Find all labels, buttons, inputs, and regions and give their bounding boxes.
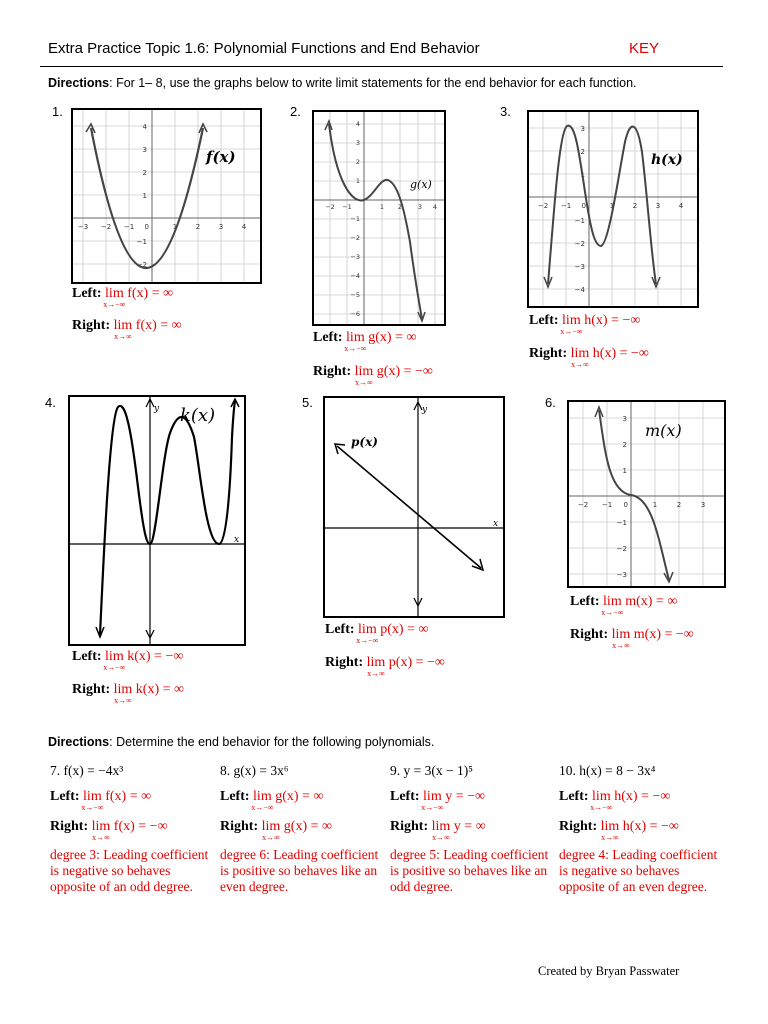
function-label: k(x) [180, 405, 216, 426]
graph-k [68, 395, 246, 646]
problem-number: 3. [500, 104, 511, 119]
right-label: Right: [529, 346, 568, 361]
right-label: Right: [72, 682, 111, 697]
lim-operator [113, 318, 133, 341]
y-tick-label: 1 [355, 177, 360, 185]
graph-f [71, 108, 262, 284]
right-label: Right: [570, 627, 609, 642]
lim-operator [431, 819, 451, 842]
right-limit-answer: y = ∞ [453, 819, 486, 834]
x-tick-label: 1 [609, 202, 615, 210]
y-tick-label: −1 [136, 238, 147, 246]
right-label: Right: [50, 819, 89, 834]
left-limit [50, 789, 215, 812]
author-credit: Created by Bryan Passwater [538, 964, 680, 978]
x-tick-label: 4 [678, 202, 684, 210]
lim-text: lim [431, 819, 451, 834]
left-limit-answer: g(x) = ∞ [275, 789, 324, 804]
x-tick-label: 1 [172, 223, 178, 231]
right-limit-answer: g(x) = −∞ [376, 364, 433, 379]
lim-subscript: x→−∞ [421, 803, 444, 812]
right-limit-answer: m(x) = −∞ [633, 627, 694, 642]
right-limit [72, 318, 182, 341]
y-tick-label: −3 [350, 253, 360, 261]
x-tick-label: −2 [100, 223, 112, 231]
problem-number: 1. [52, 104, 63, 119]
function-label: m(x) [645, 421, 682, 440]
right-label: Right: [325, 655, 364, 670]
lim-operator [113, 682, 133, 705]
right-limit [570, 627, 694, 650]
left-limit [529, 313, 641, 336]
y-tick-label: −1 [574, 217, 585, 225]
lim-text: lim [562, 313, 581, 328]
lim-operator [590, 789, 613, 812]
function-label: f(x) [206, 148, 236, 166]
lim-subscript: x→−∞ [356, 636, 379, 645]
left-limit-answer: h(x) = −∞ [584, 313, 641, 328]
y-tick-label: 3 [355, 139, 360, 147]
lim-text: lim [91, 819, 111, 834]
x-tick-label: 1 [379, 203, 385, 211]
poly-problem-10 [559, 763, 729, 895]
left-label: Left: [529, 313, 559, 328]
lim-subscript: x→∞ [367, 669, 385, 678]
lim-subscript: x→−∞ [344, 344, 367, 353]
x-tick-label: 2 [676, 501, 682, 509]
poly-title: 8. g(x) = 3x⁶ [220, 763, 289, 778]
right-limit-answer: p(x) = −∞ [388, 655, 445, 670]
y-tick-label: 2 [580, 148, 585, 156]
y-tick-label: 4 [142, 123, 147, 131]
left-label: Left: [325, 622, 355, 637]
lim-operator [261, 819, 281, 842]
lim-subscript: x→−∞ [601, 608, 624, 617]
x-tick-label: 0 [144, 223, 149, 231]
lim-operator [601, 594, 624, 617]
x-tick-label: 4 [432, 203, 438, 211]
left-label: Left: [220, 789, 250, 804]
lim-text: lim [346, 330, 365, 345]
left-limit-answer: y = −∞ [445, 789, 485, 804]
lim-subscript: x→−∞ [81, 803, 104, 812]
lim-subscript: x→∞ [355, 378, 373, 387]
right-limit-answer: g(x) = ∞ [283, 819, 332, 834]
lim-operator [103, 286, 126, 309]
lim-text: lim [83, 789, 102, 804]
function-label: h(x) [651, 152, 683, 168]
lim-text: lim [354, 364, 374, 379]
x-tick-label: 1 [652, 501, 658, 509]
x-axis-label: x [234, 535, 240, 545]
y-tick-label: −4 [574, 286, 585, 294]
y-tick-label: 3 [622, 415, 627, 423]
y-tick-label: 1 [622, 467, 627, 475]
lim-subscript: x→∞ [571, 360, 589, 369]
problem-number: 5. [302, 395, 313, 410]
left-label: Left: [50, 789, 80, 804]
left-limit-answer: g(x) = ∞ [368, 330, 417, 345]
y-tick-label: 4 [355, 120, 360, 128]
left-label: Left: [559, 789, 589, 804]
x-tick-label: 3 [700, 501, 706, 509]
y-axis-label: y [422, 405, 428, 415]
x-tick-label: −2 [577, 501, 589, 509]
y-tick-label: 2 [142, 169, 147, 177]
right-limit [390, 819, 555, 842]
left-limit-answer: k(x) = −∞ [127, 649, 184, 664]
directions-label: Directions [48, 735, 110, 749]
lim-operator [600, 819, 620, 842]
lim-operator [560, 313, 583, 336]
left-label: Left: [72, 649, 102, 664]
explanation: degree 3: Leading coefficient is negative so behaves opposite of an odd degree. [50, 847, 209, 894]
poly-problem-8 [220, 763, 385, 895]
y-tick-label: 1 [142, 192, 147, 200]
x-tick-label: −2 [537, 202, 549, 210]
right-limit-answer: f(x) = ∞ [135, 318, 182, 333]
lim-text: lim [261, 819, 281, 834]
right-limit-answer: h(x) = −∞ [592, 346, 649, 361]
y-tick-label: −4 [350, 272, 360, 280]
left-limit-answer: p(x) = ∞ [380, 622, 429, 637]
lim-operator [356, 622, 379, 645]
lim-text: lim [603, 594, 622, 609]
right-label: Right: [390, 819, 429, 834]
problem-number: 2. [290, 104, 301, 119]
x-tick-label: 2 [632, 202, 638, 210]
lim-operator [366, 655, 386, 678]
left-limit [72, 286, 174, 309]
x-tick-label: 0 [581, 202, 586, 210]
left-label: Left: [313, 330, 343, 345]
lim-subscript: x→∞ [432, 833, 450, 842]
lim-text: lim [600, 819, 620, 834]
x-tick-label: 3 [417, 203, 423, 211]
x-tick-label: −1 [560, 202, 572, 210]
lim-subscript: x→∞ [601, 833, 619, 842]
lim-operator [570, 346, 590, 369]
explanation: degree 4: Leading coefficient is negative so behaves opposite of an even degree. [559, 847, 718, 894]
right-limit [313, 364, 433, 387]
y-tick-label: −1 [350, 215, 360, 223]
x-tick-label: 0 [623, 501, 628, 509]
lim-text: lim [358, 622, 377, 637]
left-limit [313, 330, 417, 353]
worksheet-title: Extra Practice Topic 1.6: Polynomial Functions and End Behavior [48, 40, 480, 57]
x-tick-label: −1 [123, 223, 135, 231]
graph-g [312, 110, 446, 326]
directions-label: Directions [48, 76, 110, 90]
right-limit [50, 819, 215, 842]
x-tick-label: 2 [397, 203, 403, 211]
right-label: Right: [559, 819, 598, 834]
poly-problem-7 [50, 763, 215, 895]
x-tick-label: −2 [325, 203, 335, 211]
left-label: Left: [72, 286, 102, 301]
x-tick-label: 4 [241, 223, 247, 231]
y-tick-label: −2 [616, 545, 627, 553]
left-limit [72, 649, 184, 672]
y-tick-label: 3 [580, 125, 585, 133]
lim-text: lim [105, 286, 124, 301]
left-limit [390, 789, 555, 812]
left-label: Left: [390, 789, 420, 804]
y-tick-label: −3 [616, 571, 627, 579]
x-tick-label: 3 [655, 202, 661, 210]
y-axis-label: y [154, 404, 160, 414]
lim-operator [611, 627, 631, 650]
right-limit [325, 655, 445, 678]
y-tick-label: −1 [616, 519, 627, 527]
directions-text: : Determine the end behavior for the following polynomials. [109, 735, 435, 749]
lim-subscript: x→∞ [262, 833, 280, 842]
right-limit [529, 346, 649, 369]
directions-graphs [48, 76, 637, 90]
left-limit [570, 594, 678, 617]
x-axis-label: x [493, 519, 499, 529]
y-tick-label: 2 [355, 158, 360, 166]
x-tick-label: −1 [342, 203, 352, 211]
lim-subscript: x→−∞ [560, 327, 583, 336]
y-tick-label: 3 [142, 146, 147, 154]
directions-text: : For 1– 8, use the graphs below to write limit statements for the end behavior for each function. [109, 76, 637, 90]
lim-operator [344, 330, 367, 353]
poly-title: 7. f(x) = −4x³ [50, 763, 124, 778]
lim-text: lim [105, 649, 124, 664]
lim-operator [91, 819, 111, 842]
lim-operator [103, 649, 126, 672]
lim-operator [354, 364, 374, 387]
left-limit-answer: h(x) = −∞ [614, 789, 671, 804]
lim-subscript: x→−∞ [590, 803, 613, 812]
lim-text: lim [570, 346, 590, 361]
y-tick-label: −2 [350, 234, 360, 242]
y-tick-label: −6 [350, 310, 360, 318]
left-limit-answer: f(x) = ∞ [127, 286, 174, 301]
lim-subscript: x→−∞ [103, 300, 126, 309]
x-tick-label: 3 [218, 223, 224, 231]
y-tick-label: 1 [580, 171, 585, 179]
right-limit [220, 819, 385, 842]
x-tick-label: −3 [77, 223, 89, 231]
right-label: Right: [72, 318, 111, 333]
lim-text: lim [113, 682, 133, 697]
graph-m [567, 400, 726, 588]
function-label: g(x) [410, 178, 432, 191]
problem-number: 4. [45, 395, 56, 410]
lim-text: lim [592, 789, 611, 804]
right-limit [72, 682, 184, 705]
header-divider [40, 66, 723, 67]
poly-problem-9 [390, 763, 555, 895]
lim-text: lim [423, 789, 442, 804]
directions-polynomials [48, 735, 434, 749]
x-tick-label: −1 [601, 501, 613, 509]
lim-subscript: x→−∞ [103, 663, 126, 672]
lim-operator [251, 789, 274, 812]
y-tick-label: −2 [574, 240, 585, 248]
poly-title: 10. h(x) = 8 − 3x⁴ [559, 763, 656, 778]
right-limit-answer: f(x) = −∞ [113, 819, 168, 834]
explanation: degree 5: Leading coefficient is positive so behaves like an odd degree. [390, 847, 549, 894]
lim-subscript: x→∞ [114, 696, 132, 705]
graph-h [527, 110, 699, 308]
answer-key-label: KEY [629, 40, 660, 57]
right-limit [559, 819, 729, 842]
right-label: Right: [313, 364, 352, 379]
lim-text: lim [113, 318, 133, 333]
function-label: p(x) [351, 435, 378, 449]
x-tick-label: 2 [195, 223, 201, 231]
y-tick-label: −2 [136, 261, 147, 269]
lim-text: lim [253, 789, 272, 804]
right-label: Right: [220, 819, 259, 834]
lim-subscript: x→∞ [114, 332, 132, 341]
left-limit-answer: m(x) = ∞ [625, 594, 678, 609]
right-limit-answer: k(x) = ∞ [135, 682, 184, 697]
poly-title: 9. y = 3(x − 1)⁵ [390, 763, 473, 778]
y-tick-label: −3 [574, 263, 585, 271]
lim-subscript: x→∞ [612, 641, 630, 650]
right-limit-answer: h(x) = −∞ [622, 819, 679, 834]
lim-text: lim [366, 655, 386, 670]
graph-p [323, 396, 505, 618]
lim-operator [421, 789, 444, 812]
lim-operator [81, 789, 104, 812]
problem-number: 6. [545, 395, 556, 410]
left-limit-answer: f(x) = ∞ [105, 789, 152, 804]
lim-text: lim [611, 627, 631, 642]
left-limit [559, 789, 729, 812]
lim-subscript: x→−∞ [251, 803, 274, 812]
explanation: degree 6: Leading coefficient is positive so behaves like an even degree. [220, 847, 379, 894]
y-tick-label: −5 [350, 291, 360, 299]
lim-subscript: x→∞ [92, 833, 110, 842]
left-limit [325, 622, 429, 645]
y-tick-label: 2 [622, 441, 627, 449]
left-label: Left: [570, 594, 600, 609]
left-limit [220, 789, 385, 812]
